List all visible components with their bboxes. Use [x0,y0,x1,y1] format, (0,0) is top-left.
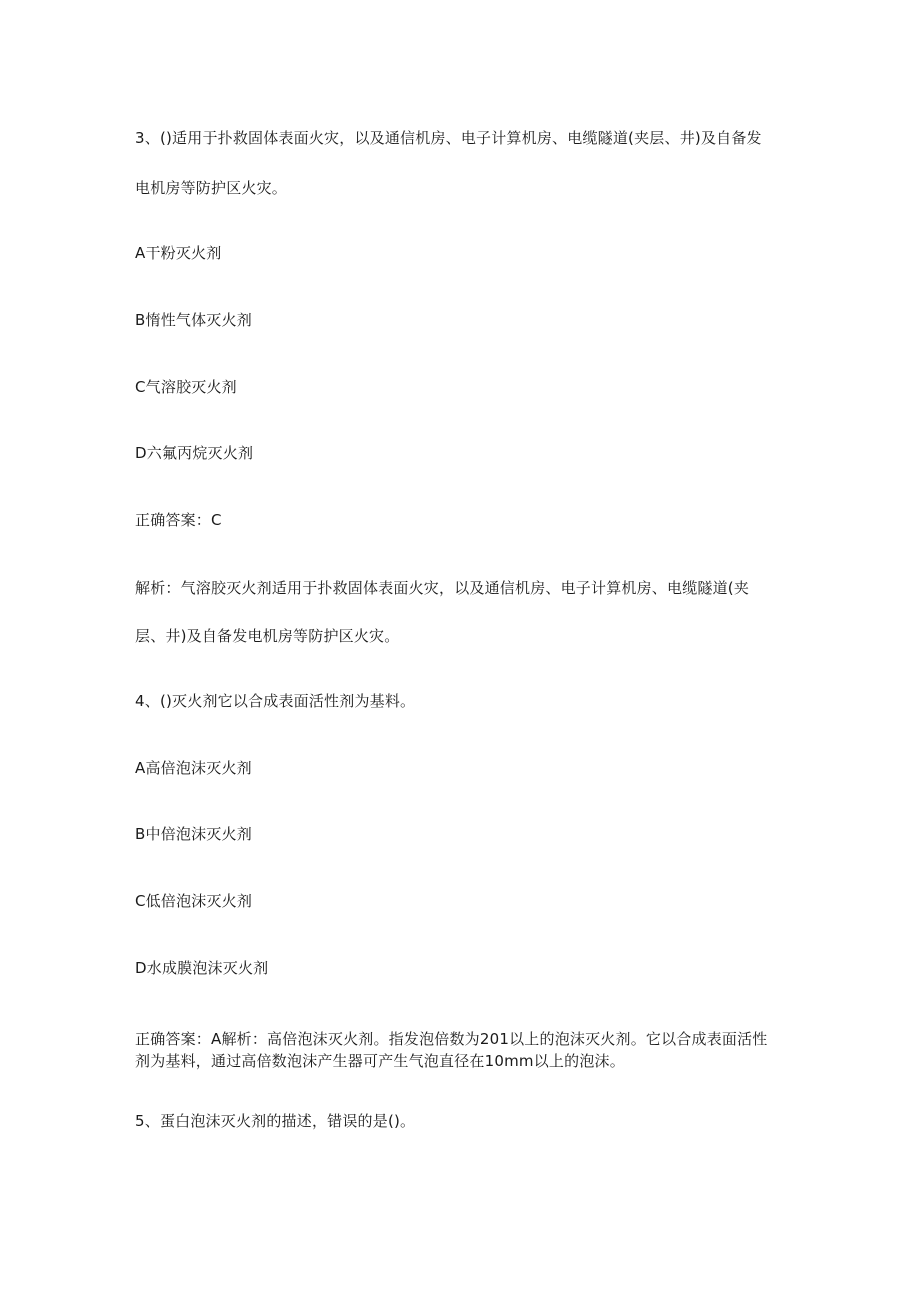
q3-option-d: D六氟丙烷灭火剂 [135,444,254,462]
q4-answer-analysis: 正确答案：A解析：高倍泡沫灭火剂。指发泡倍数为201以上的泡沫灭火剂。它以合成表面活性剂为基料，通过高倍数泡沫产生器可产生气泡直径在10mm以上的泡沫。 [135,1030,768,1070]
q4-option-a: A高倍泡沫灭火剂 [135,759,252,777]
q4-option-b: B中倍泡沫灭火剂 [135,825,252,843]
q3-option-c: C气溶胶灭火剂 [135,378,237,396]
q3-analysis-line1: 解析：气溶胶灭火剂适用于扑救固体表面火灾，以及通信机房、电子计算机房、电缆隧道(夹 [135,579,750,597]
q3-answer: 正确答案：C [135,511,222,529]
q3-stem-line2: 电机房等防护区火灾。 [135,179,288,197]
q3-option-a: A干粉灭火剂 [135,244,222,262]
q4-option-c: C低倍泡沫灭火剂 [135,892,253,910]
q3-option-b: B惰性气体灭火剂 [135,311,252,329]
q3-analysis-line2: 层、井)及自备发电机房等防护区火灾。 [135,627,400,645]
q3-stem-line1: 3、()适用于扑救固体表面火灾，以及通信机房、电子计算机房、电缆隧道(夹层、井)及自备发 [135,129,762,147]
q4-option-d: D水成膜泡沫灭火剂 [135,959,269,977]
q5-stem: 5、蛋白泡沫灭火剂的描述，错误的是()。 [135,1112,416,1130]
q4-stem: 4、()灭火剂它以合成表面活性剂为基料。 [135,692,416,710]
